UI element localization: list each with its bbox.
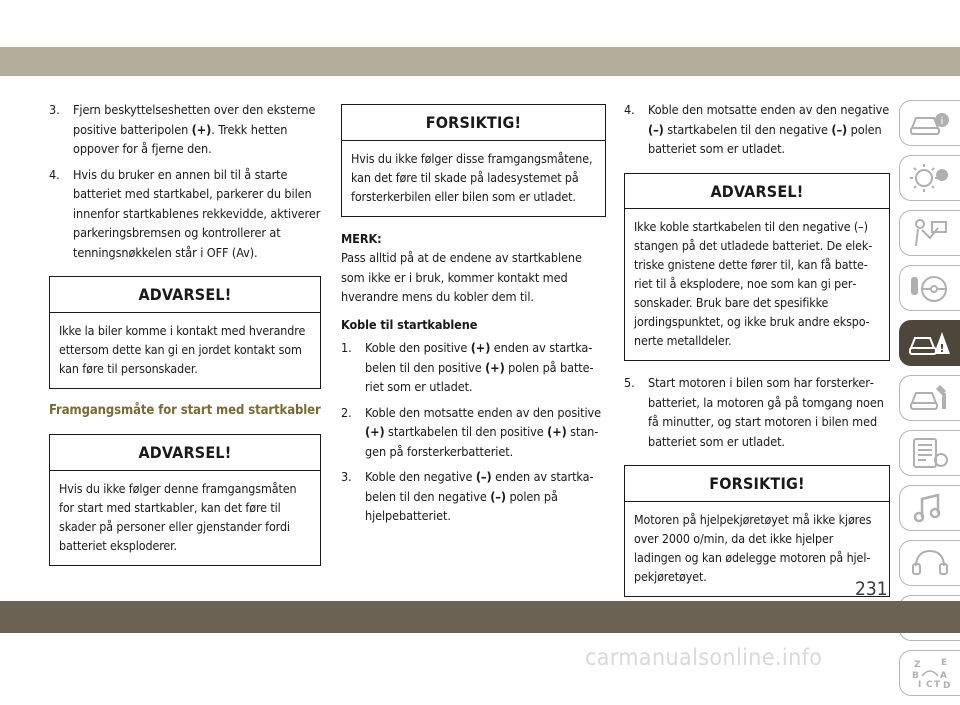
index-letter: B: [912, 671, 919, 681]
note-text: Pass alltid på at de endene av startkablene som ikke er i bruk, kommer kontakt med hverandre mens du kobler dem til.: [341, 250, 582, 304]
tab-specifications[interactable]: [899, 430, 960, 476]
alphabet-index-icon: [908, 656, 952, 690]
warning-box-1: [49, 276, 321, 389]
step-4: 4. Koble den motsatte enden av den negative (–) startkabelen til den negative (–) polen batteriet som er utladet.: [624, 100, 890, 159]
step-3: 3. Fjern beskyttelseshetten over den eksterne positive batteripolen (+). Trekk hetten oppover for å fjerne den.: [49, 100, 321, 159]
tab-car-info[interactable]: [899, 100, 960, 146]
tab-emergency[interactable]: [899, 320, 960, 366]
watermark: carmanualsonline.info: [585, 645, 823, 671]
step-1: 1. Koble den positive (+) enden av startkabelen til den positive (+) polen på batteriet som er utladet.: [341, 338, 606, 397]
subheading: Koble til startkablene: [341, 316, 478, 332]
step-4: [49, 165, 321, 263]
step-5: [624, 373, 890, 451]
section-title: Framgangsmåte for start med startkabler: [49, 402, 321, 418]
tab-safety[interactable]: [899, 210, 960, 256]
step-number: 5.: [624, 375, 635, 390]
warning-title: ADVARSEL!: [625, 174, 889, 210]
step-number: 2.: [341, 404, 352, 420]
starting-operating-icon: [908, 271, 952, 305]
index-letter: T: [934, 680, 941, 690]
multimedia-icon: [908, 491, 952, 525]
tab-starting-operating[interactable]: [899, 265, 960, 311]
step-number: 4.: [49, 166, 60, 182]
step-number: 1.: [341, 340, 352, 355]
column-middle: [341, 100, 606, 532]
step-number: 4.: [624, 102, 635, 117]
car-info-icon: [908, 106, 952, 140]
tab-alphabet-index[interactable]: [899, 650, 960, 696]
tab-customer-assistance[interactable]: [899, 540, 960, 586]
column-right: [624, 100, 890, 609]
specifications-icon: [908, 436, 952, 470]
step-text: Hvis du bruker en annen bil til å starte batteriet med startkabel, parkerer du bilen innenfor startkablenes rekkevidde, aktiverer parkeringsbremsen og kontrollerer at tenningsnøkkelen står i OFF (Av).: [73, 166, 321, 260]
step-number: 3.: [341, 469, 352, 484]
caution-body: Motoren på hjelpekjøretøyet må ikke kjøres over 2000 o/min, da det ikke hjelper ladingen og kan ødelegge motoren på hjelpekjøretøyet.: [634, 511, 872, 584]
caution-body: Hvis du ikke følger disse framgangsmåtene, kan det føre til skade på ladesystemet på forsterkerbilen eller bilen som er utladet.: [351, 150, 593, 204]
tab-service[interactable]: [899, 375, 960, 421]
safety-airbag-icon: [908, 216, 952, 250]
column-left: [49, 100, 321, 578]
header-bar: [0, 47, 960, 76]
svg-text:!: !: [939, 342, 945, 355]
customer-assistance-icon: [908, 546, 952, 580]
caution-box-2: [624, 465, 890, 597]
service-maintenance-icon: [908, 381, 952, 415]
tab-multimedia[interactable]: [899, 485, 960, 531]
note-label: MERK:: [341, 230, 382, 246]
caution-box-1: [341, 104, 606, 217]
step-3: 3. Koble den negative (–) enden av startkabelen til den negative (–) polen på hjelpebatteriet.: [341, 467, 606, 526]
index-letter: D: [943, 681, 951, 690]
index-letter: I: [918, 680, 922, 690]
step-text: Start motoren i bilen som har forsterkerbatteriet, la motoren gå på tomgang noen få minutter, og start motoren i bilen med batteriet som er utladet.: [648, 375, 884, 449]
dashboard-lights-icon: [908, 161, 952, 195]
warning-box-3: [624, 173, 890, 362]
warning-body: Ikke la biler komme i kontakt med hverandre ettersom dette kan gi en jordet kontakt som kan føre til personskader.: [59, 322, 306, 376]
caution-title: FORSIKTIG!: [342, 105, 605, 141]
warning-box-2: [49, 434, 321, 566]
index-letter: E: [941, 658, 948, 668]
index-letter: C: [926, 680, 933, 690]
warning-body: Hvis du ikke følger denne framgangsmåten for start med startkabler, kan det føre til skader på personer eller gjenstander fordi batteriet eksploderer.: [59, 480, 297, 553]
index-letter: Z: [914, 660, 921, 670]
footer-bar: [0, 601, 960, 633]
step-2: 2. Koble den motsatte enden av den positive (+) startkabelen til den positive (+) stangen på forsterkerbatteriet.: [341, 403, 606, 462]
caution-title: FORSIKTIG!: [625, 466, 889, 502]
page-number: 231: [855, 578, 888, 600]
index-letter: A: [940, 671, 947, 681]
step-number: 3.: [49, 102, 60, 117]
warning-title: ADVARSEL!: [50, 277, 320, 313]
warning-body: Ikke koble startkabelen til den negative (–) stangen på det utladede batteriet. De elektriske gnistene dette fører til, kan få batteriet til å eksplodere, noe som kan gi personskader. Bruk bare det spesifikke jordingspunktet, og ikke bruk andre eksponerte metalldeler.: [634, 219, 873, 348]
tab-dashboard[interactable]: [899, 155, 960, 201]
svg-text:i: i: [940, 116, 944, 127]
warning-title: ADVARSEL!: [50, 435, 320, 471]
emergency-hazard-icon: [908, 326, 952, 360]
